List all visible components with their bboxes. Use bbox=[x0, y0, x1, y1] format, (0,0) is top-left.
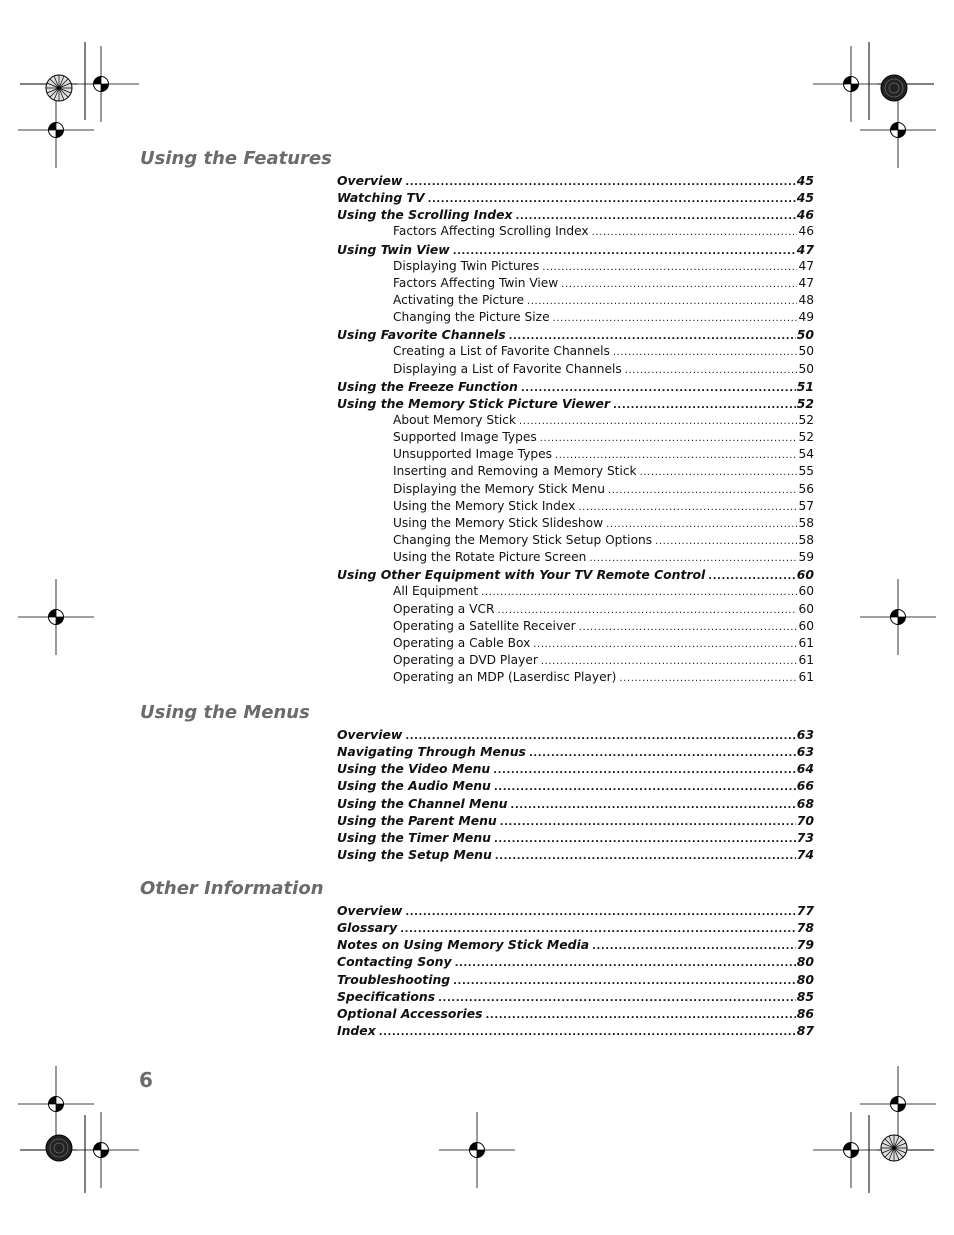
toc-page-number: 77 bbox=[796, 903, 814, 918]
registration-target-icon bbox=[18, 1066, 94, 1142]
toc-list-menus bbox=[337, 726, 814, 863]
toc-entry[interactable] bbox=[337, 326, 814, 343]
dot-leader bbox=[606, 516, 797, 533]
toc-entry-title: Using the Channel Menu bbox=[337, 795, 508, 811]
toc-page-number: 64 bbox=[796, 761, 814, 777]
toc-entry-title: Using Other Equipment with Your TV Remote Control bbox=[337, 567, 706, 583]
toc-entry-title: Factors Affecting Twin View bbox=[393, 275, 559, 290]
toc-entry-title: Creating a List of Favorite Channels bbox=[393, 344, 610, 359]
toc-subentry[interactable] bbox=[337, 412, 814, 429]
toc-entry-title: Using Favorite Channels bbox=[337, 327, 506, 343]
toc-subentry[interactable] bbox=[337, 601, 814, 618]
toc-entry-title: Operating a Satellite Receiver bbox=[393, 618, 576, 633]
dot-leader bbox=[519, 413, 797, 430]
section-title-features: Using the Features bbox=[140, 148, 332, 169]
toc-entry[interactable] bbox=[337, 378, 814, 395]
toc-entry-title: Specifications bbox=[337, 988, 436, 1004]
toc-entry-title: Using the Setup Menu bbox=[337, 846, 492, 862]
dot-leader bbox=[481, 584, 797, 601]
toc-entry-title: Using Twin View bbox=[337, 241, 450, 257]
toc-page-number: 58 bbox=[798, 532, 814, 547]
toc-subentry[interactable] bbox=[337, 361, 814, 378]
toc-entry[interactable] bbox=[337, 795, 814, 812]
toc-entry[interactable] bbox=[337, 829, 814, 846]
toc-subentry[interactable] bbox=[337, 549, 814, 566]
toc-entry-title: Operating a VCR bbox=[393, 601, 495, 616]
dot-leader bbox=[578, 499, 797, 516]
toc-page-number: 87 bbox=[796, 1022, 814, 1038]
toc-page-number: 47 bbox=[798, 275, 814, 290]
dot-leader bbox=[510, 797, 795, 814]
dot-leader bbox=[561, 276, 797, 293]
toc-entry-title: Changing the Memory Stick Setup Options bbox=[393, 532, 653, 547]
dot-leader bbox=[553, 310, 798, 327]
toc-entry-title: Displaying the Memory Stick Menu bbox=[393, 481, 605, 496]
registration-target-icon bbox=[63, 46, 139, 122]
toc-entry-title: Overview bbox=[337, 727, 403, 742]
toc-subentry[interactable] bbox=[337, 446, 814, 463]
toc-entry-title: Using the Scrolling Index bbox=[337, 207, 513, 223]
toc-entry-title: All Equipment bbox=[393, 584, 479, 599]
toc-entry-title: Factors Affecting Scrolling Index bbox=[393, 224, 589, 239]
toc-entry[interactable] bbox=[337, 241, 814, 258]
toc-subentry[interactable] bbox=[337, 223, 814, 240]
toc-page-number: 45 bbox=[796, 173, 814, 188]
toc-page-number: 63 bbox=[796, 727, 814, 742]
toc-entry[interactable] bbox=[337, 189, 814, 206]
toc-subentry[interactable] bbox=[337, 481, 814, 498]
toc-page-number: 61 bbox=[798, 670, 814, 685]
toc-entry-title: Activating the Picture bbox=[393, 292, 524, 307]
toc-entry-title: Troubleshooting bbox=[337, 971, 451, 987]
toc-entry-title: Using the Freeze Function bbox=[337, 378, 518, 394]
toc-entry[interactable] bbox=[337, 846, 814, 863]
toc-entry[interactable] bbox=[337, 1022, 814, 1039]
toc-subentry[interactable] bbox=[337, 583, 814, 600]
toc-subentry[interactable] bbox=[337, 275, 814, 292]
toc-entry-title: Displaying a List of Favorite Channels bbox=[393, 361, 622, 376]
toc-subentry[interactable] bbox=[337, 652, 814, 669]
dot-leader bbox=[579, 619, 798, 636]
dot-leader bbox=[589, 550, 797, 567]
toc-page-number: 86 bbox=[796, 1005, 814, 1021]
dot-leader bbox=[497, 602, 797, 619]
dot-leader bbox=[493, 762, 796, 779]
dot-leader bbox=[495, 848, 796, 865]
dot-leader bbox=[453, 973, 796, 990]
toc-entry-title: Changing the Picture Size bbox=[393, 310, 550, 325]
toc-entry-title: Displaying Twin Pictures bbox=[393, 258, 540, 273]
toc-entry[interactable] bbox=[337, 919, 814, 936]
toc-page-number: 74 bbox=[796, 846, 814, 862]
toc-subentry[interactable] bbox=[337, 258, 814, 275]
dot-leader bbox=[640, 464, 798, 481]
toc-entry[interactable] bbox=[337, 206, 814, 223]
toc-page-number: 59 bbox=[798, 550, 814, 565]
dot-leader bbox=[655, 533, 797, 550]
dot-leader bbox=[608, 482, 798, 499]
toc-page-number: 79 bbox=[796, 937, 814, 953]
toc-page-number: 57 bbox=[798, 498, 814, 513]
dot-leader bbox=[529, 745, 796, 762]
toc-page-number: 60 bbox=[798, 584, 814, 599]
toc-entry-title: Using the Parent Menu bbox=[337, 812, 497, 828]
page-number: 6 bbox=[139, 1068, 153, 1092]
toc-page-number: 54 bbox=[798, 447, 814, 462]
toc-entry-title: Watching TV bbox=[337, 190, 425, 206]
dot-leader bbox=[708, 568, 795, 585]
toc-entry-title: Operating a Cable Box bbox=[393, 635, 531, 650]
toc-page-number: 78 bbox=[796, 920, 814, 936]
toc-subentry[interactable] bbox=[337, 635, 814, 652]
toc-entry-title: Using the Memory Stick Index bbox=[393, 498, 576, 513]
toc-subentry[interactable] bbox=[337, 618, 814, 635]
registration-target-icon bbox=[860, 579, 936, 655]
registration-target-icon bbox=[813, 1112, 889, 1188]
toc-page-number: 45 bbox=[796, 190, 814, 206]
toc-entry-title: Index bbox=[337, 1022, 376, 1038]
toc-page-number: 52 bbox=[798, 430, 814, 445]
toc-page-number: 47 bbox=[796, 241, 814, 257]
dot-leader bbox=[555, 447, 798, 464]
toc-subentry[interactable] bbox=[337, 292, 814, 309]
toc-page-number: 60 bbox=[798, 618, 814, 633]
toc-page-number: 50 bbox=[798, 361, 814, 376]
toc-entry-title: Operating an MDP (Laserdisc Player) bbox=[393, 670, 617, 685]
dot-leader bbox=[613, 344, 798, 361]
dot-leader bbox=[542, 259, 797, 276]
toc-page-number: 52 bbox=[796, 395, 814, 411]
toc-entry-title: Supported Image Types bbox=[393, 430, 537, 445]
toc-list-other-information bbox=[337, 902, 814, 1039]
dot-leader bbox=[527, 293, 798, 310]
toc-page-number: 58 bbox=[798, 515, 814, 530]
toc-list-features bbox=[337, 172, 814, 686]
dot-leader bbox=[625, 362, 798, 379]
toc-entry-title: Notes on Using Memory Stick Media bbox=[337, 937, 590, 953]
dot-leader bbox=[592, 938, 796, 955]
section-title-other-information: Other Information bbox=[140, 878, 324, 899]
dot-leader bbox=[613, 397, 796, 414]
toc-page-number: 66 bbox=[796, 778, 814, 794]
toc-page-number: 46 bbox=[796, 207, 814, 223]
toc-page-number: 85 bbox=[796, 988, 814, 1004]
toc-entry[interactable] bbox=[337, 988, 814, 1005]
toc-page-number: 46 bbox=[798, 224, 814, 239]
toc-page-number: 51 bbox=[796, 378, 814, 394]
registration-target-icon bbox=[18, 92, 94, 168]
toc-page-number: 52 bbox=[798, 412, 814, 427]
toc-entry[interactable] bbox=[337, 760, 814, 777]
dot-leader bbox=[500, 814, 796, 831]
toc-page-number: 80 bbox=[796, 971, 814, 987]
toc-entry[interactable] bbox=[337, 777, 814, 794]
toc-subentry[interactable] bbox=[337, 343, 814, 360]
toc-entry-title: Inserting and Removing a Memory Stick bbox=[393, 464, 637, 479]
toc-subentry[interactable] bbox=[337, 669, 814, 686]
toc-page-number: 63 bbox=[796, 744, 814, 760]
toc-page-number: 68 bbox=[796, 795, 814, 811]
toc-entry-title: Overview bbox=[337, 903, 403, 918]
toc-page-number: 61 bbox=[798, 635, 814, 650]
toc-entry[interactable] bbox=[337, 812, 814, 829]
toc-page-number: 60 bbox=[798, 601, 814, 616]
toc-entry[interactable] bbox=[337, 1005, 814, 1022]
toc-entry[interactable] bbox=[337, 936, 814, 953]
toc-subentry[interactable] bbox=[337, 429, 814, 446]
toc-page-number: 70 bbox=[796, 812, 814, 828]
registration-target-icon bbox=[18, 579, 94, 655]
toc-entry-title: Using the Video Menu bbox=[337, 761, 491, 777]
toc-entry-title: Contacting Sony bbox=[337, 954, 452, 970]
dot-leader bbox=[438, 990, 796, 1007]
color-disc-icon bbox=[46, 1135, 72, 1161]
color-starburst-icon bbox=[881, 1135, 907, 1161]
toc-entry-title: Using the Rotate Picture Screen bbox=[393, 550, 587, 565]
section-title-menus: Using the Menus bbox=[140, 702, 310, 723]
toc-entry[interactable] bbox=[337, 743, 814, 760]
toc-page-number: 61 bbox=[798, 652, 814, 667]
registration-target-icon bbox=[813, 46, 889, 122]
toc-page-number: 80 bbox=[796, 954, 814, 970]
dot-leader bbox=[494, 831, 796, 848]
toc-page-number: 48 bbox=[798, 292, 814, 307]
dot-leader bbox=[540, 430, 798, 447]
toc-subentry[interactable] bbox=[337, 515, 814, 532]
toc-entry[interactable] bbox=[337, 172, 814, 189]
dot-leader bbox=[405, 174, 795, 191]
toc-page-number: 49 bbox=[798, 310, 814, 325]
toc-subentry[interactable] bbox=[337, 309, 814, 326]
toc-page-number: 50 bbox=[798, 344, 814, 359]
dot-leader bbox=[379, 1024, 796, 1041]
toc-page-number: 56 bbox=[798, 481, 814, 496]
toc-entry-title: Using the Audio Menu bbox=[337, 778, 491, 794]
dot-leader bbox=[494, 779, 796, 796]
dot-leader bbox=[541, 653, 798, 670]
toc-entry-title: Using the Timer Menu bbox=[337, 829, 491, 845]
toc-subentry[interactable] bbox=[337, 463, 814, 480]
dot-leader bbox=[619, 670, 797, 687]
dot-leader bbox=[592, 224, 798, 241]
toc-entry-title: Overview bbox=[337, 173, 403, 188]
toc-page-number: 55 bbox=[798, 464, 814, 479]
toc-entry[interactable] bbox=[337, 971, 814, 988]
color-starburst-icon bbox=[46, 75, 72, 101]
registration-target-icon bbox=[439, 1112, 515, 1188]
toc-entry[interactable] bbox=[337, 953, 814, 970]
toc-entry[interactable] bbox=[337, 902, 814, 919]
toc-page-number: 50 bbox=[796, 327, 814, 343]
toc-entry-title: Optional Accessories bbox=[337, 1005, 483, 1021]
toc-entry[interactable] bbox=[337, 395, 814, 412]
dot-leader bbox=[486, 1007, 796, 1024]
registration-target-icon bbox=[860, 1066, 936, 1142]
registration-target-icon bbox=[63, 1112, 139, 1188]
toc-subentry[interactable] bbox=[337, 532, 814, 549]
toc-entry-title: Using the Memory Stick Slideshow bbox=[393, 515, 604, 530]
toc-entry-title: Glossary bbox=[337, 920, 398, 936]
registration-target-icon bbox=[860, 92, 936, 168]
toc-entry-title: Using the Memory Stick Picture Viewer bbox=[337, 395, 611, 411]
toc-entry-title: Unsupported Image Types bbox=[393, 447, 552, 462]
toc-page-number: 47 bbox=[798, 258, 814, 273]
toc-entry[interactable] bbox=[337, 566, 814, 583]
toc-entry-title: Operating a DVD Player bbox=[393, 652, 538, 667]
toc-entry-title: Navigating Through Menus bbox=[337, 744, 526, 760]
dot-leader bbox=[533, 636, 797, 653]
color-disc-icon bbox=[881, 75, 907, 101]
dot-leader bbox=[405, 904, 795, 921]
toc-page-number: 60 bbox=[796, 567, 814, 583]
toc-page-number: 73 bbox=[796, 829, 814, 845]
dot-leader bbox=[455, 955, 796, 972]
toc-entry-title: About Memory Stick bbox=[393, 412, 517, 427]
toc-entry[interactable] bbox=[337, 726, 814, 743]
toc-subentry[interactable] bbox=[337, 498, 814, 515]
